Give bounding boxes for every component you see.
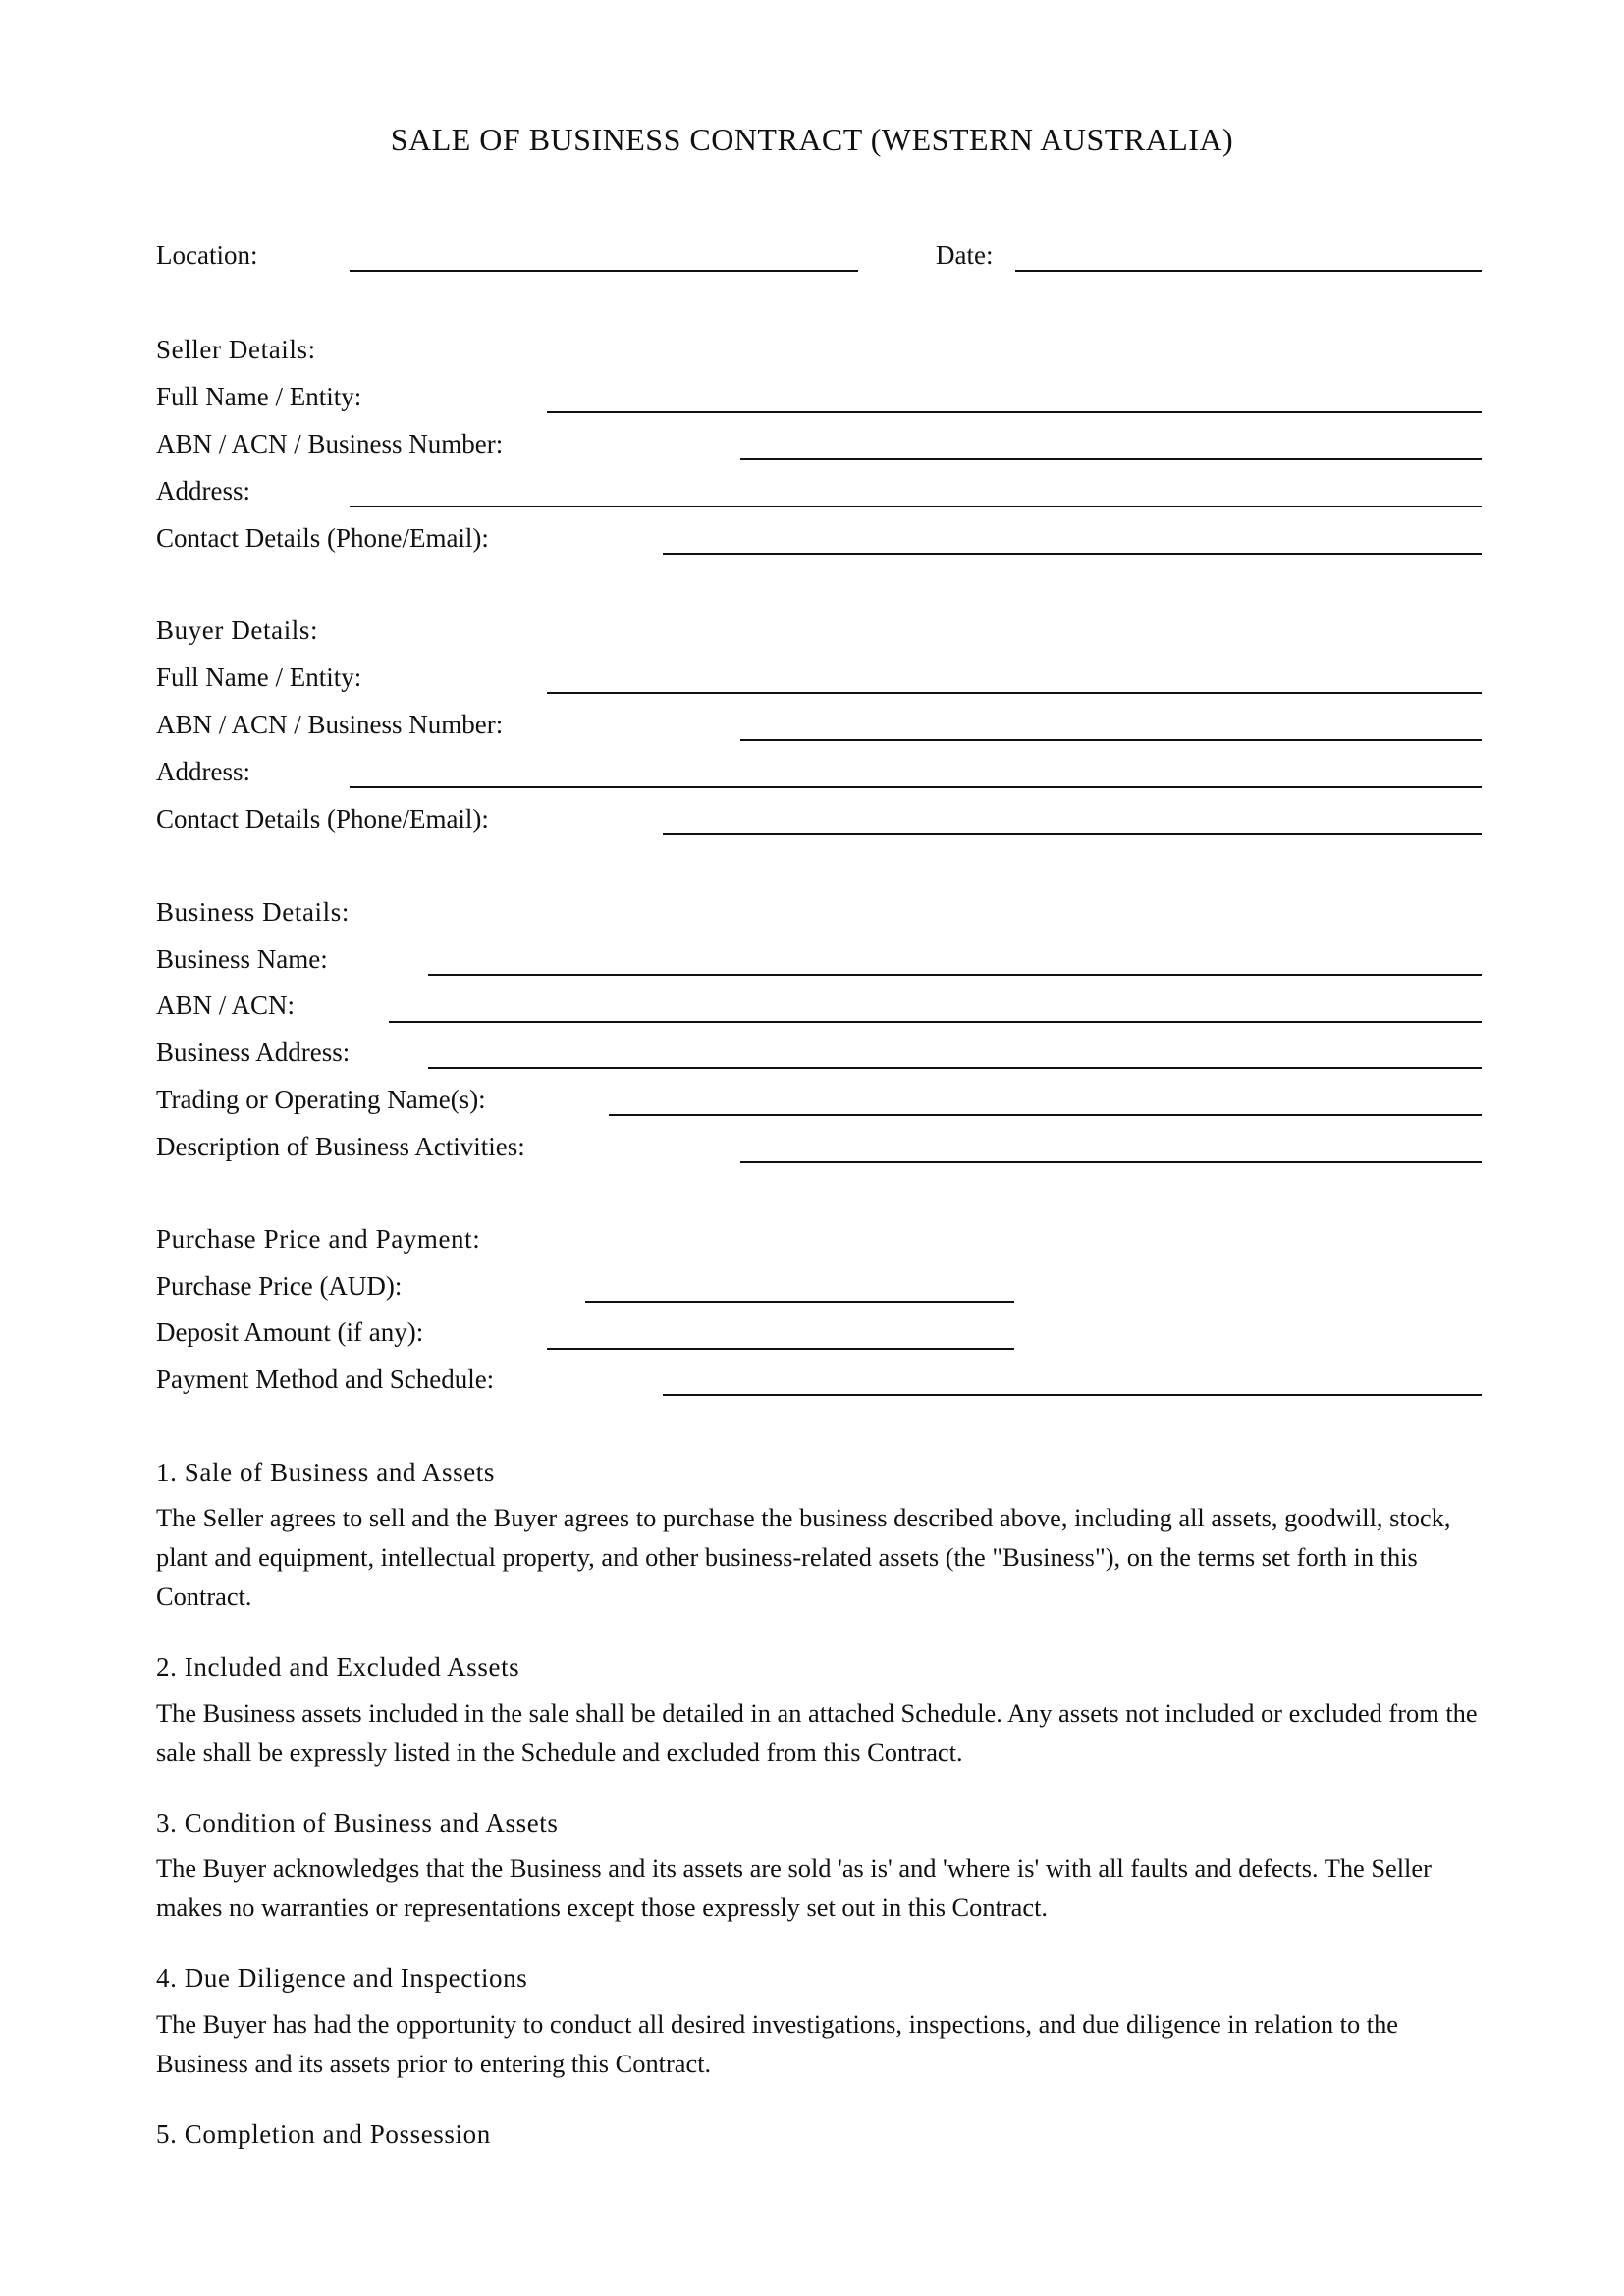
payment-method-field[interactable] [663, 1394, 1482, 1396]
seller-heading: Seller Details: [156, 335, 316, 364]
location-label: Location: [156, 240, 258, 270]
buyer-address-field[interactable] [350, 786, 1482, 788]
trading-name-field[interactable] [609, 1114, 1482, 1116]
clause-3-text: The Buyer acknowledges that the Business and its assets are sold 'as is' and 'where is' with all faults and defects. The Seller makes no warranties or representations except those expressly set out in this Contract. [156, 1853, 1432, 1922]
clause-4-heading: 4. Due Diligence and Inspections [156, 1963, 528, 1993]
business-activities-field[interactable] [740, 1161, 1482, 1163]
buyer-abn-label: ABN / ACN / Business Number: [156, 710, 504, 739]
business-activities-label: Description of Business Activities: [156, 1132, 525, 1161]
seller-address-field[interactable] [350, 506, 1482, 507]
seller-abn-label: ABN / ACN / Business Number: [156, 429, 504, 458]
buyer-contact-label: Contact Details (Phone/Email): [156, 804, 489, 833]
seller-contact-label: Contact Details (Phone/Email): [156, 523, 489, 553]
business-name-field[interactable] [428, 974, 1482, 976]
clause-1-text: The Seller agrees to sell and the Buyer agrees to purchase the business described above, including all assets, goodwill, stock, plant and equipment, intellectual property, and other business-related assets (the "Business"), on the terms set forth in this Contract. [156, 1503, 1451, 1611]
buyer-full-name-label: Full Name / Entity: [156, 663, 362, 692]
seller-full-name-label: Full Name / Entity: [156, 382, 362, 411]
clause-2-text: The Business assets included in the sale shall be detailed in an attached Schedule. Any assets not included or excluded from the sale shall be expressly listed in the Schedule and excluded from this Contract. [156, 1698, 1478, 1767]
business-address-label: Business Address: [156, 1038, 351, 1067]
clause-4-text: The Buyer has had the opportunity to conduct all desired investigations, inspections, and due diligence in relation to the Business and its assets prior to entering this Contract. [156, 2009, 1398, 2078]
clause-3-heading: 3. Condition of Business and Assets [156, 1808, 559, 1838]
seller-full-name-field[interactable] [547, 411, 1482, 413]
purchase-price-field[interactable] [585, 1301, 1014, 1303]
business-abn-label: ABN / ACN: [156, 990, 296, 1020]
buyer-heading: Buyer Details: [156, 615, 319, 645]
trading-name-label: Trading or Operating Name(s): [156, 1085, 486, 1114]
business-abn-field[interactable] [389, 1021, 1482, 1023]
buyer-address-label: Address: [156, 757, 250, 786]
date-label: Date: [936, 240, 994, 270]
clause-2-heading: 2. Included and Excluded Assets [156, 1652, 520, 1682]
clause-5-heading: 5. Completion and Possession [156, 2119, 491, 2149]
deposit-amount-label: Deposit Amount (if any): [156, 1317, 424, 1347]
payment-method-label: Payment Method and Schedule: [156, 1364, 495, 1394]
buyer-contact-field[interactable] [663, 833, 1482, 835]
business-heading: Business Details: [156, 897, 350, 927]
clause-1-heading: 1. Sale of Business and Assets [156, 1458, 495, 1487]
document-title: SALE OF BUSINESS CONTRACT (WESTERN AUSTRALIA) [390, 122, 1234, 157]
purchase-heading: Purchase Price and Payment: [156, 1224, 481, 1254]
seller-abn-field[interactable] [740, 458, 1482, 460]
business-name-label: Business Name: [156, 944, 328, 974]
date-field[interactable] [1015, 270, 1482, 272]
seller-address-label: Address: [156, 476, 250, 506]
purchase-price-label: Purchase Price (AUD): [156, 1271, 403, 1301]
business-address-field[interactable] [428, 1067, 1482, 1069]
buyer-abn-field[interactable] [740, 739, 1482, 741]
location-field[interactable] [350, 270, 858, 272]
seller-contact-field[interactable] [663, 553, 1482, 555]
deposit-amount-field[interactable] [547, 1348, 1014, 1350]
buyer-full-name-field[interactable] [547, 692, 1482, 694]
